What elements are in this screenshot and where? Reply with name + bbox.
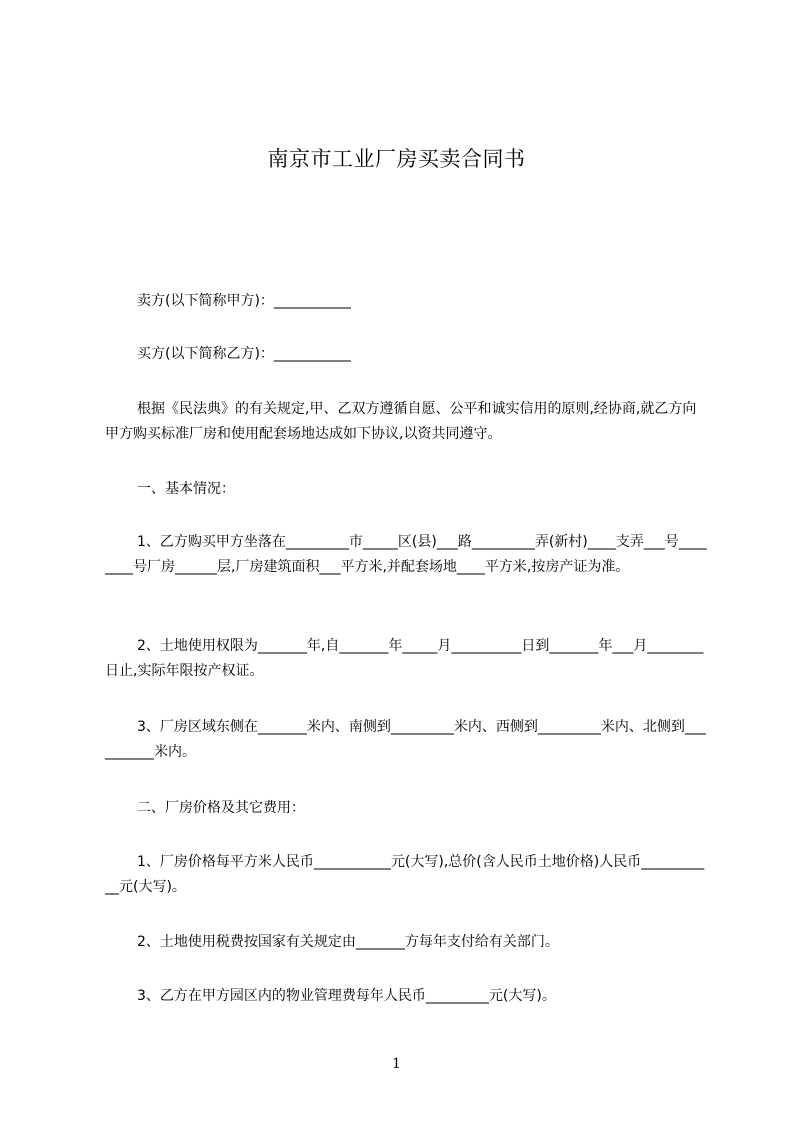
preamble-paragraph: 根据《民法典》的有关规定,甲、乙双方遵循自愿、公平和诚实信用的原则,经协商,就乙方向甲方购买标准厂房和使用配套场地达成如下协议,以资共同遵守。	[105, 401, 697, 442]
section-2-item-3: 3、乙方在甲方园区内的物业管理费每年人民币_________元(大写)。	[137, 988, 556, 1004]
section-1-item-1: 1、乙方购买甲方坐落在_________市_____区(县)___路_________弄(新村)____支弄___号________号厂房______层,厂房建筑面积___平方米,并配套场地____平方米,按房产证为准。	[105, 534, 707, 575]
page-number: 1	[392, 1056, 401, 1072]
buyer-line: 买方(以下简称乙方)：___________	[137, 346, 351, 362]
section-2-item-1: 1、厂房价格每平方米人民币___________元(大写),总价(含人民币土地价格)人民币___________元(大写)。	[105, 854, 705, 895]
seller-line: 卖方(以下简称甲方)：___________	[137, 293, 351, 309]
document-title: 南京市工业厂房买卖合同书	[267, 147, 526, 171]
section-1-heading: 一、基本情况：	[137, 481, 235, 497]
section-1-item-2: 2、土地使用权限为_______年,自_______年_____月__________日到_______年___月________日止,实际年限按产权证。	[105, 638, 704, 679]
section-2-heading: 二、厂房价格及其它费用：	[137, 800, 305, 816]
section-1-item-3: 3、厂房区域东侧在_______米内、南侧到_________米内、西侧到_________米内、北侧到__________米内。	[105, 719, 706, 760]
section-2-item-2: 2、土地使用税费按国家有关规定由_______方每年支付给有关部门。	[137, 934, 559, 950]
